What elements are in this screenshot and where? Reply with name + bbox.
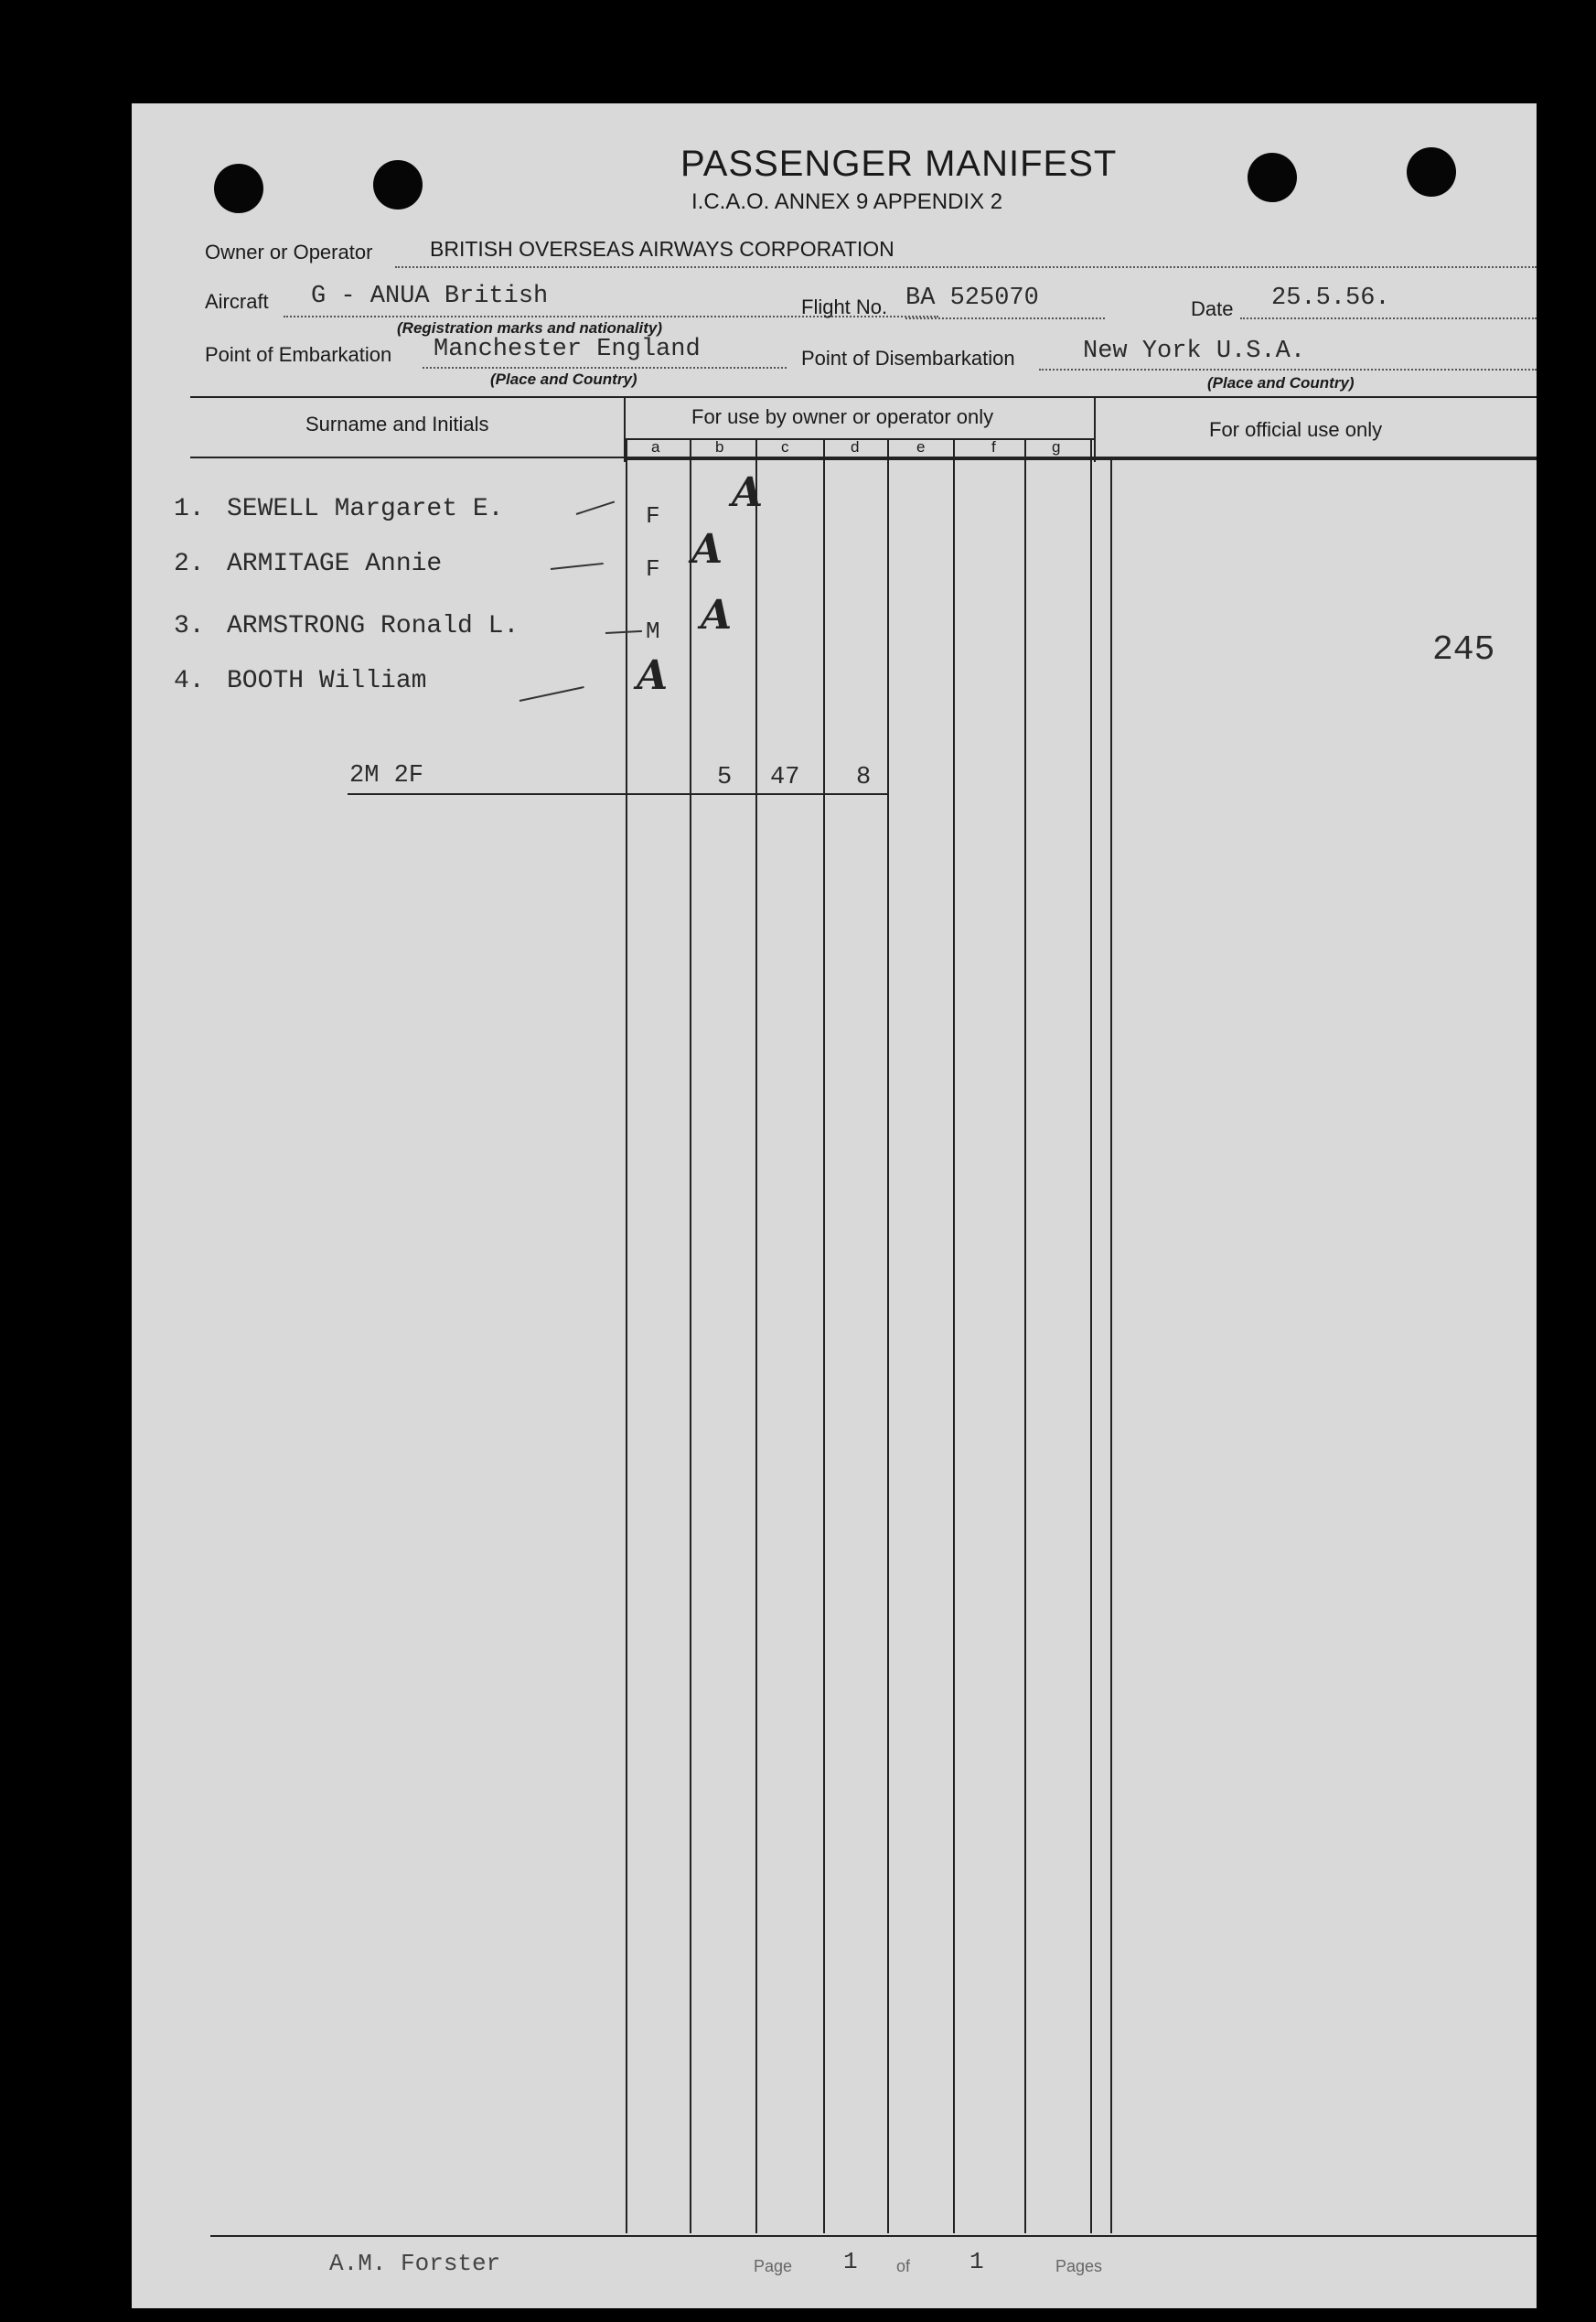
passenger-sex: M — [646, 618, 660, 645]
manifest-page — [132, 103, 1537, 2308]
passenger-name: BOOTH William — [227, 667, 427, 695]
col-header-operator: For use by owner or operator only — [691, 405, 994, 428]
disembarkation-note: (Place and Country) — [1207, 374, 1355, 392]
aircraft-label: Aircraft — [205, 290, 269, 313]
disembarkation-value: New York U.S.A. — [1083, 338, 1306, 365]
row-number: 3. — [174, 612, 205, 640]
footer-signature: A.M. Forster — [329, 2250, 501, 2277]
date-value: 25.5.56. — [1271, 285, 1390, 312]
embarkation-note: (Place and Country) — [490, 371, 637, 388]
subcol-e: e — [916, 438, 926, 456]
date-label: Date — [1191, 297, 1234, 320]
row-number: 1. — [174, 495, 205, 523]
flight-label: Flight No. — [801, 296, 888, 318]
aircraft-value: G - ANUA British — [311, 283, 549, 310]
footer-pages-label: Pages — [1055, 2257, 1103, 2275]
total-c: 47 — [770, 764, 800, 791]
passenger-name: ARMSTRONG Ronald L. — [227, 612, 520, 640]
embarkation-label: Point of Embarkation — [205, 343, 392, 366]
totals-label: 2M 2F — [349, 762, 424, 790]
footer-page-number: 1 — [843, 2248, 858, 2275]
passenger-name: ARMITAGE Annie — [227, 550, 443, 578]
subcol-c: c — [781, 438, 789, 456]
passenger-mark: A — [691, 526, 723, 573]
footer-page-label: Page — [754, 2257, 793, 2275]
passenger-name: SEWELL Margaret E. — [227, 495, 504, 523]
passenger-mark: A — [701, 592, 733, 639]
embarkation-value: Manchester England — [434, 336, 701, 363]
row-number: 2. — [174, 550, 205, 578]
punch-hole-left-2 — [373, 160, 423, 210]
owner-value: BRITISH OVERSEAS AIRWAYS CORPORATION — [430, 237, 894, 261]
passenger-sex: F — [646, 555, 660, 583]
passenger-mark: A — [732, 469, 764, 516]
row-number: 4. — [174, 667, 205, 695]
total-d: 8 — [856, 764, 872, 791]
disembarkation-label: Point of Disembarkation — [801, 347, 1015, 370]
subcol-b: b — [715, 438, 724, 456]
official-number: 245 — [1432, 630, 1495, 670]
subcol-d: d — [851, 438, 860, 456]
subcol-a: a — [651, 438, 660, 456]
col-header-official: For official use only — [1209, 418, 1383, 441]
passenger-sex: F — [646, 502, 660, 530]
punch-hole-left-1 — [214, 164, 263, 213]
col-header-surname: Surname and Initials — [305, 413, 489, 435]
passenger-mark: A — [637, 652, 669, 699]
punch-hole-right-1 — [1248, 153, 1297, 202]
form-title: PASSENGER MANIFEST — [680, 144, 1118, 184]
subcol-f: f — [991, 438, 996, 456]
subcol-g: g — [1052, 438, 1061, 456]
footer-page-total: 1 — [969, 2248, 984, 2275]
footer-of-label: of — [896, 2257, 911, 2275]
form-subtitle: I.C.A.O. ANNEX 9 APPENDIX 2 — [691, 189, 1003, 214]
owner-label: Owner or Operator — [205, 241, 373, 263]
aircraft-note: (Registration marks and nationality) — [397, 319, 662, 337]
flight-value: BA 525070 — [905, 285, 1039, 312]
total-b: 5 — [717, 764, 733, 791]
punch-hole-right-2 — [1407, 147, 1456, 197]
